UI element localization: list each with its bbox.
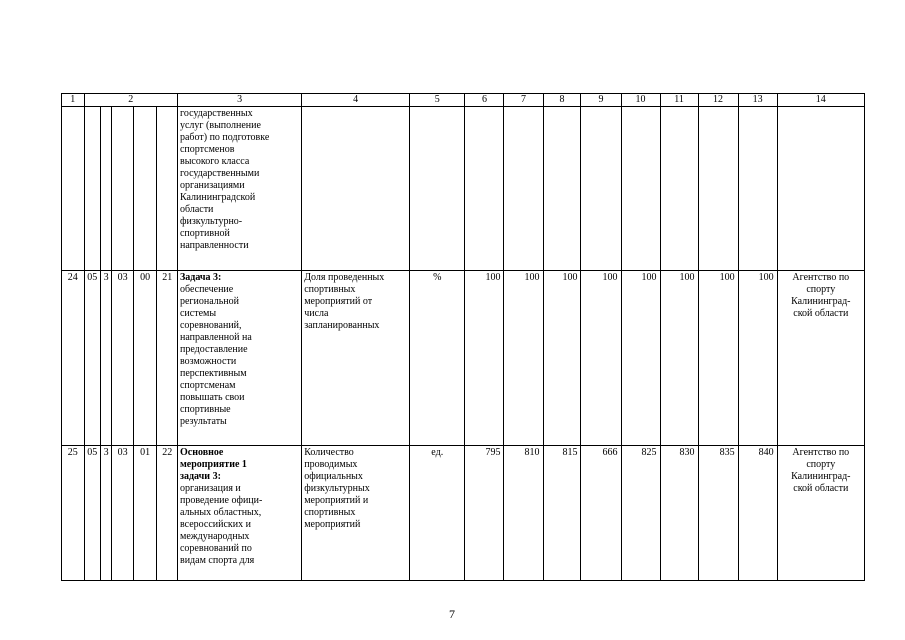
indicator-text: Количество проводимых официальных физкультурных мероприятий и спортивных мероприятий — [304, 447, 370, 530]
code-cell: 00 — [133, 271, 157, 446]
name-cell — [177, 271, 301, 446]
indicator-cell — [302, 446, 410, 581]
name-text: организация и проведение офици- альных областных, всероссийских и международных соревнований по видам спорта для — [179, 483, 263, 566]
executor-cell — [777, 446, 864, 581]
name-text: государственных услуг (выполнение работ) по подготовке спортсменов высокого класса государственными организациями Калининградской области физкультурно- спортивной направленности — [179, 108, 270, 251]
indicator-cell — [302, 271, 410, 446]
code-cell: 3 — [101, 446, 112, 581]
value-cell: 100 — [504, 271, 543, 446]
code-cell — [133, 107, 157, 271]
value-cell: 830 — [660, 446, 698, 581]
value-cell: 666 — [581, 446, 621, 581]
code-cell: 01 — [133, 446, 157, 581]
header-cell: 3 — [177, 94, 301, 107]
header-cell: 14 — [777, 94, 864, 107]
header-cell: 2 — [84, 94, 177, 107]
executor-cell — [777, 271, 864, 446]
value-cell: 795 — [465, 446, 504, 581]
code-cell: 03 — [112, 271, 134, 446]
indicator-cell — [302, 107, 410, 271]
value-cell — [581, 107, 621, 271]
row-number-cell: 24 — [62, 271, 85, 446]
page-number: 7 — [449, 607, 455, 621]
executor-text: Агентство по спорту Калининград- ской области — [791, 447, 851, 494]
name-cell — [177, 446, 301, 581]
value-cell: 100 — [465, 271, 504, 446]
value-cell — [698, 107, 738, 271]
value-cell — [738, 107, 777, 271]
code-cell: 22 — [157, 446, 178, 581]
row-number-cell: 25 — [62, 446, 85, 581]
header-cell: 8 — [543, 94, 581, 107]
value-cell — [504, 107, 543, 271]
value-cell: 835 — [698, 446, 738, 581]
code-cell: 05 — [84, 446, 100, 581]
name-cell — [177, 107, 301, 271]
code-cell: 21 — [157, 271, 178, 446]
header-cell: 7 — [504, 94, 543, 107]
value-cell: 100 — [543, 271, 581, 446]
value-cell — [621, 107, 660, 271]
code-cell — [112, 107, 134, 271]
value-cell: 840 — [738, 446, 777, 581]
header-cell: 12 — [698, 94, 738, 107]
value-cell — [660, 107, 698, 271]
value-cell: 100 — [581, 271, 621, 446]
header-cell: 5 — [410, 94, 465, 107]
header-cell: 9 — [581, 94, 621, 107]
code-cell — [84, 107, 100, 271]
value-cell — [465, 107, 504, 271]
unit-cell: % — [410, 271, 465, 446]
header-cell: 11 — [660, 94, 698, 107]
indicator-text: Доля проведенных спортивных мероприятий от числа запланированных — [304, 272, 385, 331]
value-cell: 815 — [543, 446, 581, 581]
header-row — [62, 94, 865, 107]
code-cell: 3 — [101, 271, 112, 446]
unit-cell: ед. — [410, 446, 465, 581]
code-cell: 05 — [84, 271, 100, 446]
table-row — [62, 271, 865, 446]
name-bold-text: Задача 3: — [179, 272, 222, 283]
table-row — [62, 107, 865, 271]
name-bold-text: Основное мероприятие 1 задачи 3: — [179, 447, 247, 482]
row-number-cell — [62, 107, 85, 271]
value-cell: 100 — [621, 271, 660, 446]
value-cell: 100 — [660, 271, 698, 446]
value-cell: 825 — [621, 446, 660, 581]
value-cell — [543, 107, 581, 271]
value-cell: 810 — [504, 446, 543, 581]
indicator-table — [61, 93, 865, 581]
header-cell: 6 — [465, 94, 504, 107]
header-cell: 4 — [302, 94, 410, 107]
code-cell: 03 — [112, 446, 134, 581]
executor-cell — [777, 107, 864, 271]
code-cell — [101, 107, 112, 271]
table-row — [62, 446, 865, 581]
code-cell — [157, 107, 178, 271]
header-cell: 1 — [62, 94, 85, 107]
executor-text: Агентство по спорту Калининград- ской области — [791, 272, 851, 319]
header-cell: 10 — [621, 94, 660, 107]
value-cell: 100 — [738, 271, 777, 446]
unit-cell — [410, 107, 465, 271]
name-text: обеспечение региональной системы соревнований, направленной на предоставление возможности перспективным спортсменам повышать свои спортивные результаты — [179, 284, 252, 427]
value-cell: 100 — [698, 271, 738, 446]
header-cell: 13 — [738, 94, 777, 107]
